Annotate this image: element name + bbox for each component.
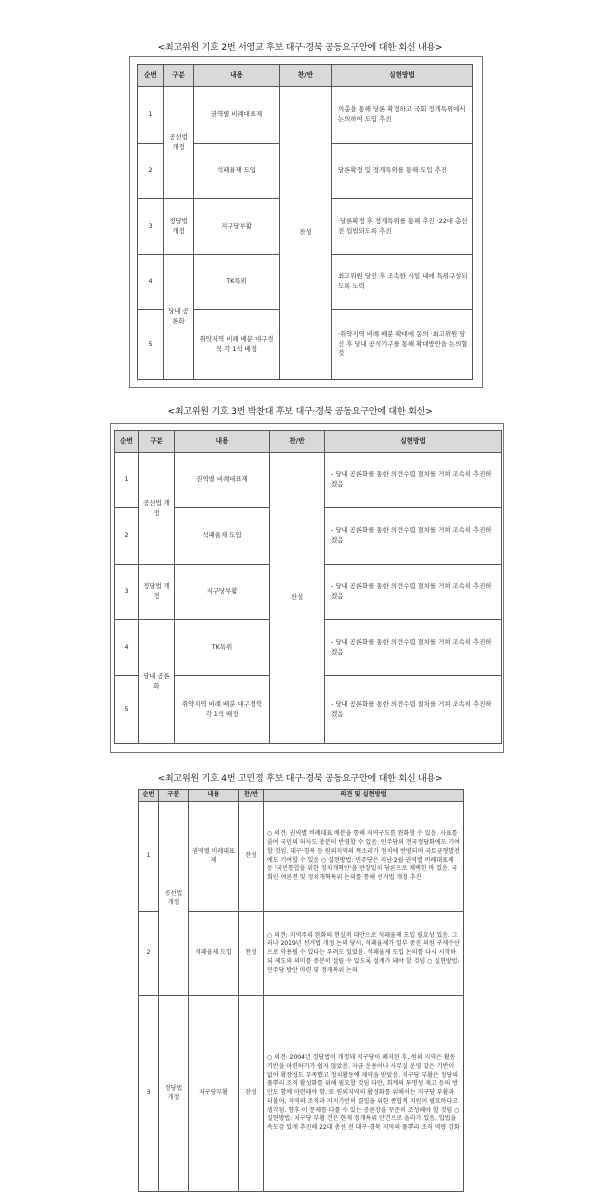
header-stance: 찬/반 xyxy=(280,65,332,87)
header-content: 내용 xyxy=(189,790,239,802)
stance-cell: 찬성 xyxy=(270,453,325,744)
row-num: 4 xyxy=(138,255,164,310)
row-content: TK특위 xyxy=(194,255,280,310)
row-num: 3 xyxy=(115,565,139,620)
category-cell: 정당법 개정 xyxy=(164,199,194,255)
header-plan: 실현방법 xyxy=(325,431,502,453)
section3-title: <최고위원 기호 4번 고민정 후보 대구·경북 공동요구안에 대한 회신 내용> xyxy=(157,774,443,784)
row-num: 2 xyxy=(139,912,159,996)
row-content: 취약지역 비례 배분 대구경북 각 1석 배정 xyxy=(194,310,280,380)
row-content: 권역별 비례대표제 xyxy=(175,453,270,508)
table-row xyxy=(115,453,502,508)
row-content: 지구당부활 xyxy=(189,996,239,1192)
header-num: 순번 xyxy=(139,790,159,802)
row-num: 1 xyxy=(138,87,164,144)
row-plan: ○ 의견: 지역주의 완화의 현실적 대안으로 석패율제 도입 필요성 있음. 그러나 2019년 선거법 개정 논의 당시, 석패율제가 일부 중진 의원 구제수단으로 악용될 수 있다는 우려도 있었음. 석패율제 도입 논의를 다시 시작하되 제도의 의미를 충분히 살릴 수 있도록 설계가 돼야 할 것임 ○ 실현방법: 민주당 방안 마련 및 정개특위 논의 xyxy=(264,912,464,996)
header-category: 구분 xyxy=(139,431,175,453)
row-content: 지구당부활 xyxy=(194,199,280,255)
header-category: 구분 xyxy=(164,65,194,87)
row-content: 석패율제 도입 xyxy=(189,912,239,996)
row-num: 2 xyxy=(138,144,164,199)
row-content: 권역별 비례대표제 xyxy=(194,87,280,144)
header-plan: 의견 및 실현방법 xyxy=(264,790,464,802)
header-content: 내용 xyxy=(175,431,270,453)
table-row xyxy=(139,996,464,1192)
row-num: 5 xyxy=(115,676,139,744)
category-cell: 정당법 개정 xyxy=(139,565,175,620)
category-cell: 당내 공론화 xyxy=(164,255,194,380)
row-plan: - 당내 공론화를 통한 의견수렴 절차를 거쳐 조속히 추진하겠음 xyxy=(325,620,502,676)
row-content: TK특위 xyxy=(175,620,270,676)
row-num: 5 xyxy=(138,310,164,380)
table-row xyxy=(138,87,473,144)
row-content: 석패율제 도입 xyxy=(194,144,280,199)
header-category: 구분 xyxy=(159,790,189,802)
header-plan: 실현방법 xyxy=(332,65,473,87)
header-num: 순번 xyxy=(138,65,164,87)
row-plan: ·취약지역 비례 배분 확대에 동의 ·최고위원 당선 후 당내 공식기구를 통해 확대방안을 논의할 것 xyxy=(332,310,473,380)
row-num: 2 xyxy=(115,508,139,565)
section1-table xyxy=(137,64,473,380)
row-plan: - 당내 공론화를 통한 의견수렴 절차를 거쳐 조속히 추진하겠음 xyxy=(325,453,502,508)
row-stance: 찬성 xyxy=(239,912,264,996)
row-plan: ○ 의견: 2004년 정당법이 개정돼 지구당이 폐지된 후, 원외 지역은 활동 기반을 마련하기가 쉽지 않았음. 자금 운용이나 사무실 운영 같은 기반이 없어 확장성도 부족했고 정치활동에 제약을 받았음. 지구당 부활은 정당의 풀뿌리 조직 활성화를 위해 필요할 것임 다만, 회계의 투명성 제고 등의 방안도 함께 마련돼야 함. 또 원외지역의 활성화를 위해서는 지구당 부활과 더불어, 지역의 조직과 지지기반의 결집을 위한 종합적 지원이 필요하다고 생각됨. 향후 이 문제를 다룰 수 있는 공론장을 꾸준히 조성해야 할 것임 ○ 실현방법: 지구당 부활 건은 현재 정개특위 안건으로 올라가 있음. 입법을 속도감 있게 추진해 22대 총선 전 대구·경북 지역의 풀뿌리 조직 역량 강화 xyxy=(264,996,464,1192)
row-num: 4 xyxy=(115,620,139,676)
row-plan: - 당내 공론화를 통한 의견수렴 절차를 거쳐 조속히 추진하겠음 xyxy=(325,565,502,620)
row-num: 3 xyxy=(139,996,159,1192)
category-cell: 정당법 개정 xyxy=(159,996,189,1192)
table-row xyxy=(139,802,464,912)
row-plan: - 당내 공론화를 통한 의견수렴 절차를 거쳐 조속히 추진하겠음 xyxy=(325,676,502,744)
row-content: 석패율제 도입 xyxy=(175,508,270,565)
section1-title: <최고위원 기호 2번 서영교 후보 대구·경북 공동요구안에 대한 회신 내용> xyxy=(157,43,443,53)
header-stance: 찬/반 xyxy=(270,431,325,453)
header-stance: 찬/반 xyxy=(239,790,264,802)
header-num: 순번 xyxy=(115,431,139,453)
header-content: 내용 xyxy=(194,65,280,87)
row-stance: 찬성 xyxy=(239,996,264,1192)
row-num: 3 xyxy=(138,199,164,255)
row-content: 취약지역 비례 배분 대구경북 각 1석 배정 xyxy=(175,676,270,744)
row-content: 지구당부활 xyxy=(175,565,270,620)
row-plan: ·당론확정 후 정개특위를 통해 추진 ·22대 총선 전 입법되도록 추진 xyxy=(332,199,473,255)
section2-title: <최고위원 기호 3번 박찬대 후보 대구·경북 공동요구안에 대한 회신> xyxy=(167,407,433,417)
stance-cell: 찬성 xyxy=(280,87,332,380)
category-cell: 공선법 개정 xyxy=(159,802,189,996)
row-num: 1 xyxy=(139,802,159,912)
row-num: 1 xyxy=(115,453,139,508)
row-plan: - 당내 공론화를 통한 의견수렴 절차를 거쳐 조속히 추진하겠음 xyxy=(325,508,502,565)
row-content: 권역별 비례대표제 xyxy=(189,802,239,912)
row-plan: ○ 의견: 권역별 비례대표 배분을 통해 지역구도를 완화할 수 있음. 사표를 줄여 국민의 의사도 충분히 반영할 수 있음. 민주당의 전국정당화에도 기여할 것임. 대구·경북 등 원외지역의 목소리가 정치에 반영되며 국토균형발전에도 기여할 수 있음 ○ 실현방법: 민주당은 지난 2월 권역별 비례대표제 등 '국민통합을 위한 정치개혁안'을 만장일치 당론으로 채택한 바 있음. 국회인 여론전 및 정치개혁특위 논의를 통해 선거법 개정 추진 xyxy=(264,802,464,912)
row-plan: 최고위원 당선 후 조속한 시일 내에 특위구성되도록 노력 xyxy=(332,255,473,310)
row-stance: 찬성 xyxy=(239,802,264,912)
section3-table xyxy=(138,789,464,1192)
category-cell: 공선법 개정 xyxy=(164,87,194,199)
category-cell: 공선법 개정 xyxy=(139,453,175,565)
section2-table xyxy=(114,430,502,744)
row-plan: 의총을 통해 당론 확정하고 국회 정개특위에서 논의하여 도입 추진 xyxy=(332,87,473,144)
row-plan: 당론확정 및 정개특위를 통해 도입 추진 xyxy=(332,144,473,199)
category-cell: 당내 공론화 xyxy=(139,620,175,744)
